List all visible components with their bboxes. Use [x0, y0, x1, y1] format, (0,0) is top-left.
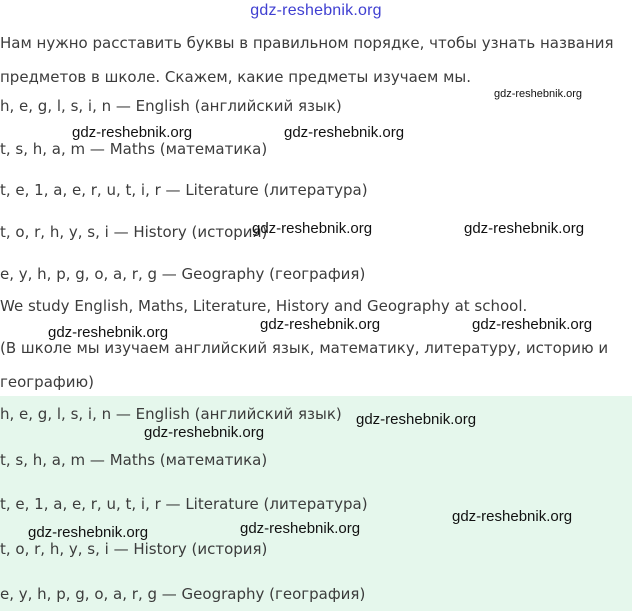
panel-word-geography: e, y, h, p, g, o, a, r, g — Geography (география) — [0, 585, 366, 603]
translation-line-1: (В школе мы изучаем английский язык, математику, литературу, историю и — [0, 339, 609, 357]
panel-word-literature: t, e, 1, a, e, r, u, t, i, r — Literature (литература) — [0, 495, 368, 513]
translation-line-2: географию) — [0, 373, 94, 391]
watermark: gdz-reshebnik.org — [240, 520, 361, 537]
intro-line-1: Нам нужно расставить буквы в правильном порядке, чтобы узнать названия — [0, 34, 614, 52]
panel-word-history: t, o, r, h, y, s, i — History (история) — [0, 540, 268, 558]
watermark: gdz-reshebnik.org — [48, 324, 169, 341]
panel-word-maths: t, s, h, a, m — Maths (математика) — [0, 451, 268, 469]
watermark: gdz-reshebnik.org — [472, 316, 593, 333]
word-geography: e, y, h, p, g, o, a, r, g — Geography (география) — [0, 265, 366, 283]
watermark: gdz-reshebnik.org — [252, 220, 373, 237]
watermark: gdz-reshebnik.org — [356, 411, 477, 428]
intro-line-2: предметов в школе. Скажем, какие предметы изучаем мы. — [0, 68, 472, 86]
watermark: gdz-reshebnik.org — [72, 124, 193, 141]
watermark: gdz-reshebnik.org — [144, 424, 265, 441]
word-maths: t, s, h, a, m — Maths (математика) — [0, 140, 268, 158]
word-literature: t, e, 1, a, e, r, u, t, i, r — Literature (литература) — [0, 181, 368, 199]
watermark: gdz-reshebnik.org — [494, 88, 583, 100]
header-watermark: gdz-reshebnik.org — [250, 2, 382, 19]
word-history: t, o, r, h, y, s, i — History (история) — [0, 223, 268, 241]
sentence-en: We study English, Maths, Literature, History and Geography at school. — [0, 297, 528, 315]
watermark: gdz-reshebnik.org — [260, 316, 381, 333]
watermark: gdz-reshebnik.org — [284, 124, 405, 141]
panel-word-english: h, e, g, l, s, i, n — English (английский язык) — [0, 405, 342, 423]
watermark: gdz-reshebnik.org — [28, 524, 149, 541]
watermark: gdz-reshebnik.org — [452, 508, 573, 525]
word-english: h, e, g, l, s, i, n — English (английский язык) — [0, 97, 342, 115]
watermark: gdz-reshebnik.org — [464, 220, 585, 237]
answer-panel — [0, 396, 632, 611]
